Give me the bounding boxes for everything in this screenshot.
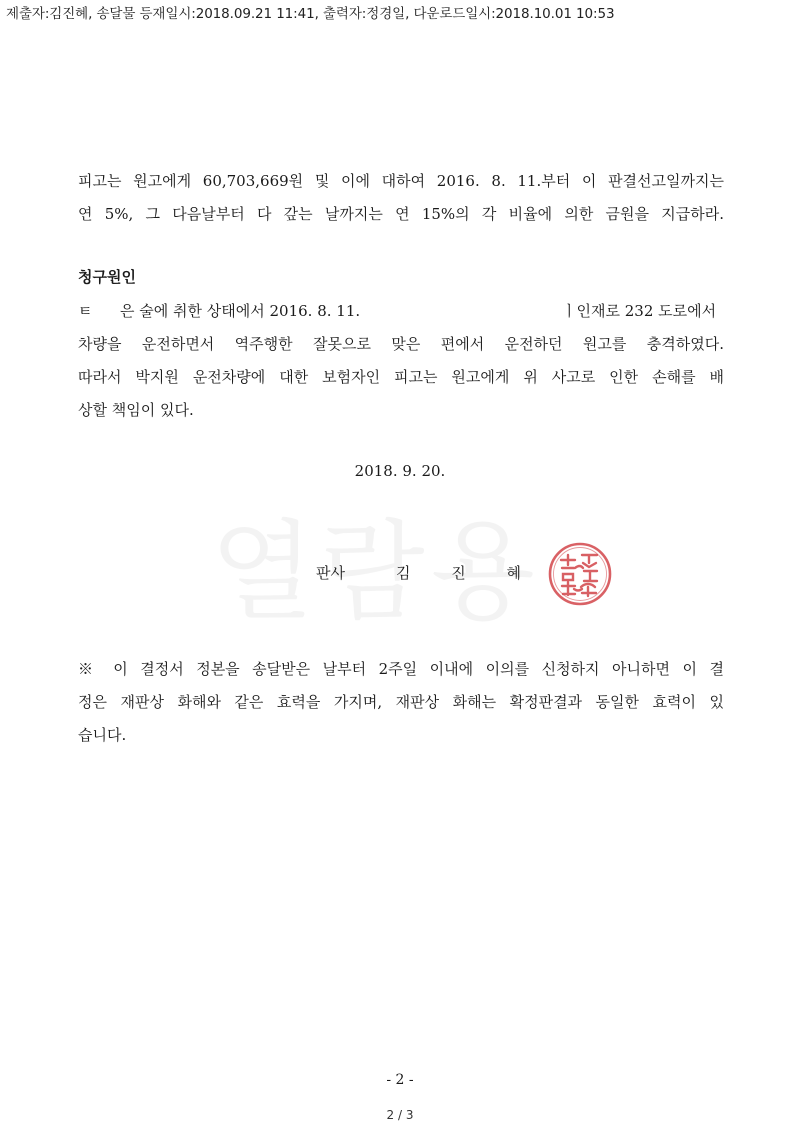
claim-line-4: 상할 책임이 있다. — [78, 401, 194, 419]
notice-line-2: 정은 재판상 화해와 같은 효력을 가지며, 재판상 화해는 확정판결과 동일한 효력이 있 — [78, 693, 724, 711]
judge-label: 판사 — [316, 564, 345, 582]
claim-line-1-main: 은 술에 취한 상태에서 2016. 8. 11. — [120, 302, 361, 320]
download-header: 제출자:김진혜, 송달물 등재일시:2018.09.21 11:41, 출력자:정경일, 다운로드일시:2018.10.01 10:53 — [6, 6, 615, 22]
claim-line-2: 차량을 운전하면서 역주행한 잘못으로 맞은 편에서 운전하던 원고를 충격하였다. — [78, 335, 724, 353]
judge-name: 김 진 혜 — [396, 564, 540, 582]
judge-seal — [547, 541, 613, 607]
notice-line-3: 습니다. — [78, 726, 127, 744]
order-line-1: 피고는 원고에게 60,703,669원 및 이에 대하여 2016. 8. 11.부터 이 판결선고일까지는 — [78, 172, 724, 190]
claim-line-1-tail: ㅣ인재로 232 도로에서 — [562, 302, 717, 320]
page-counter: 2 / 3 — [386, 1108, 414, 1122]
page-number: - 2 - — [386, 1072, 414, 1088]
claim-heading: 청구원인 — [78, 268, 136, 286]
notice-line-1: ※ 이 결정서 정본을 송달받은 날부터 2주일 이내에 이의를 신청하지 아니하면 이 결 — [78, 660, 724, 678]
document-date: 2018. 9. 20. — [354, 462, 446, 480]
claim-line-1-fragment: ㅌ — [78, 302, 93, 320]
claim-line-3: 따라서 박지원 운전차량에 대한 보험자인 피고는 원고에게 위 사고로 인한 손해를 배 — [78, 368, 724, 386]
order-line-2: 연 5%, 그 다음날부터 다 갚는 날까지는 연 15%의 각 비율에 의한 금원을 지급하라. — [78, 205, 724, 223]
